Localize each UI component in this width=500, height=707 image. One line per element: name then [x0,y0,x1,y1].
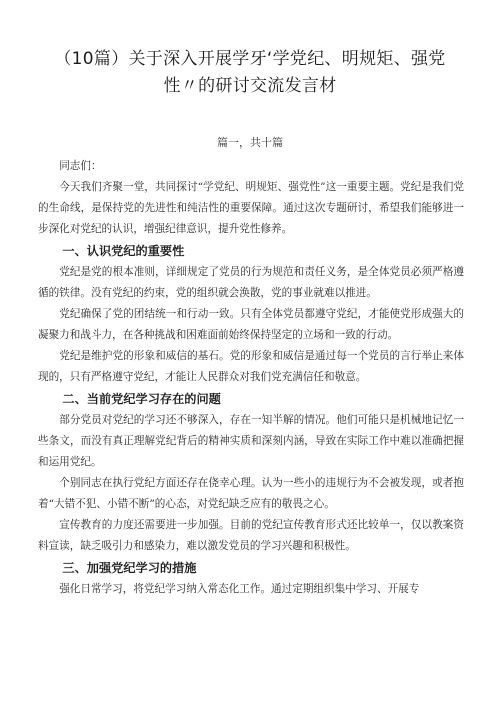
title-line-1: （10篇）关于深入开展学牙‘学党纪、明规矩、强党 [54,49,446,69]
paragraph: 部分党员对党纪的学习还不够深入，存在一知半解的情况。他们可能只是机械地记忆一些条文，而没有真正理解党纪背后的精神实质和深刻内涵，导致在实际工作中难以准确把握和运用党纪。 [38,414,464,468]
intro-paragraph: 今天我们齐聚一堂，共同探讨“学党纪、明规矩、强党性”这一重要主题。党纪是我们党的生命线，是保持党的先进性和纯洁性的重要保障。通过这次专题研讨，希望我们能够进一步深化对党纪的认识，增强纪律意识，提升党性修养。 [38,181,464,235]
paragraph: 党纪确保了党的团结统一和行动一致。只有全体党员都遵守党纪，才能使党形成强大的凝聚力和战斗力，在各种挑战和困难面前始终保持坚定的立场和一致的行动。 [38,308,464,341]
section-heading-2: 二、当前党纪学习存在的问题 [62,392,221,406]
paragraph: 党纪是党的根本准则，详细规定了党员的行为规范和责任义务，是全体党员必须严格遵循的铁律。没有党纪的约束，党的组织就会涣散，党的事业就难以推进。 [38,266,464,299]
section-heading-3: 三、加强党纪学习的措施 [62,561,197,575]
document-body [38,156,464,600]
title-line-2: 性〃的研讨交流发言材 [163,76,337,96]
document-title [0,46,500,100]
section-heading-1: 一、认识党纪的重要性 [62,244,185,258]
paragraph: 宣传教育的力度还需要进一步加强。目前的党纪宣传教育形式还比较单一，仅以教案资料宣读，缺乏吸引力和感染力，难以激发党员的学习兴趣和积极性。 [38,519,464,552]
section-label: 篇一，共十篇 [217,136,283,149]
paragraph: 党纪是维护党的形象和威信的基石。党的形象和威信是通过每一个党员的言行举止来体现的，只有严格遵守党纪，才能让人民群众对我们党充满信任和敬意。 [38,350,464,383]
paragraph: 个别同志在执行党纪方面还存在侥幸心理。认为一些小的违规行为不会被发现，或者抱着“大错不犯、小错不断”的心态，对党纪缺乏应有的敬畏之心。 [38,477,464,510]
greeting: 同志们： [59,160,102,172]
paragraph: 强化日常学习，将党纪学习纳入常态化工作。通过定期组织集中学习、开展专 [59,583,420,595]
